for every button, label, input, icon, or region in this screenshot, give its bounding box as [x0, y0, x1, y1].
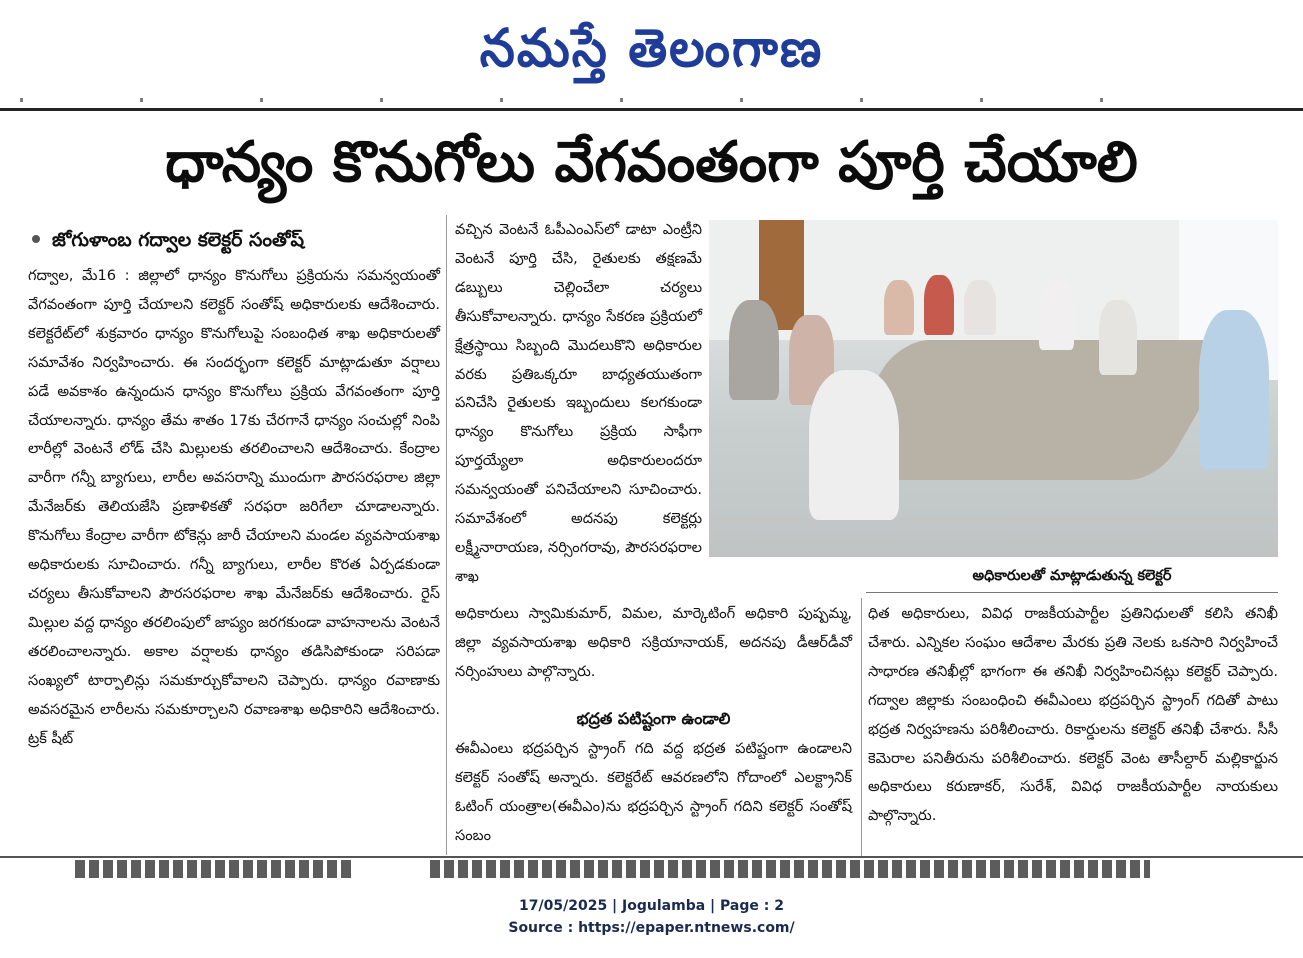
column-divider	[446, 215, 447, 855]
sub-heading: భద్రత పటిష్టంగా ఉండాలి	[576, 709, 731, 728]
page-footer	[0, 895, 1303, 939]
photo-person	[924, 275, 954, 335]
column-2-text: వచ్చిన వెంటనే ఓపీఎంఎస్‌లో డాటా ఎంట్రీని వెంటనే పూర్తి చేసి, రైతులకు తక్షణమే డబ్బులు చెల్లించేలా చర్యలు తీసుకోవాలన్నారు. ధాన్యం సేకరణ ప్రక్రియలో క్షేత్రస్థాయి సిబ్బంది మొదలుకొని అధికారుల వరకు ప్రతిఒక్కరూ బాధ్యతయుతంగా పనిచేసి రైతులకు ఇబ్బందులు కలగకుండా ధాన్యం కొనుగోలు ప్రక్రియ సాఫీగా పూర్తయ్యేలా అధికారులందరూ సమన్వయంతో పనిచేయాలని సూచించారు. సమావేశంలో అదనపు కలెక్టర్లు లక్ష్మీనారాయణ, నర్సింగరావు, పౌరసరఫరాల శాఖ	[455, 221, 702, 585]
article-byline	[28, 225, 438, 255]
article-column-2b	[455, 600, 852, 690]
bottom-rule	[0, 856, 1303, 858]
photo-person	[729, 300, 779, 400]
column-divider	[861, 598, 862, 856]
footer-date-line: 17/05/2025 | Jogulamba | Page : 2	[519, 898, 784, 914]
cutoff-next-headline	[430, 860, 1150, 878]
article-column-1	[28, 262, 440, 852]
top-rule	[0, 108, 1303, 111]
article-column-3	[868, 600, 1278, 860]
column-2b-text: అధికారులు స్వామికుమార్, విమల, మార్కెటింగ్ అధికారి పుష్పమ్మ, జిల్లా వ్యవసాయశాఖ అధికారి సక్రియానాయక్, అదనపు డీఆర్‌డీవో నర్సింహులు పాల్గొన్నారు.	[455, 605, 852, 680]
photo-person	[809, 370, 899, 520]
meeting-photo	[709, 220, 1278, 557]
byline-text: జోగుళాంబ గద్వాల కలెక్టర్ సంతోష్	[52, 229, 305, 251]
photo-person	[1039, 280, 1074, 350]
article-column-2c	[455, 735, 852, 855]
photo-person	[964, 280, 996, 335]
bullet-icon	[32, 235, 40, 243]
column-3-text: ధిత అధికారులు, వివిధ రాజకీయపార్టీల ప్రతినిధులతో కలిసి తనిఖీ చేశారు. ఎన్నికల సంఘం ఆదేశాల మేరకు ప్రతి నెలకు ఒకసారి నిర్వహించే సాధారణ తనిఖీల్లో భాగంగా ఈ తనిఖీ నిర్వహించినట్లు కలెక్టర్ చెప్పారు. గద్వాల జిల్లాకు సంబంధించి ఈవీఎంలు భద్రపర్చిన స్ట్రాంగ్ గదితో పాటు భద్రత నిర్వహణను పరిశీలించారు. రికార్డులను కలెక్టర్ తనిఖీ చేశారు. సీసీ కెమెరాల పనితీరును పరిశీలించారు. కలెక్టర్ వెంట తాసీల్దార్ మల్లికార్జున అధికారులు కరుణాకర్, సురేశ్, వివిధ రాజకీయపార్టీల నాయకులు పాల్గొన్నారు.	[868, 605, 1278, 825]
photo-person	[1099, 300, 1137, 375]
photo-caption: అధికారులతో మాట్లాడుతున్న కలెక్టర్	[972, 568, 1172, 584]
dateline-strip	[20, 98, 1180, 102]
photo-person	[884, 280, 914, 335]
article-headline: ధాన్యం కొనుగోలు వేగవంతంగా పూర్తి చేయాలి	[165, 130, 1138, 195]
footer-source-link[interactable]: Source : https://epaper.ntnews.com/	[508, 920, 795, 936]
photo-person	[1199, 310, 1269, 470]
column-1-text: గద్వాల, మే16 : జిల్లాలో ధాన్యం కొనుగోలు ప్రక్రియను సమన్వయంతో వేగవంతంగా పూర్తి చేయాలని కలెక్టర్ సంతోష్ అధికారులకు ఆదేశించారు. కలెక్టరేట్‌లో శుక్రవారం ధాన్యం కొనుగోలుపై సంబంధిత శాఖ అధికారులతో సమావేశం నిర్వహించారు. ఈ సందర్భంగా కలెక్టర్ మాట్లాడుతూ వర్షాలు పడే అవకాశం ఉన్నందున ధాన్యం కొనుగోలు ప్రక్రియ వేగవంతంగా పూర్తి చేయాలన్నారు. ధాన్యం తేమ శాతం 17కు చేరగానే ధాన్యం సంచుల్లో నింపి లారీల్లో వెంటనే లోడ్ చేసి మిల్లులకు తరలించాలని ఆదేశించారు. కేంద్రాల వారీగా గన్నీ బ్యాగులు, లారీల అవసరాన్ని ముందుగా పౌరసరఫరాల జిల్లా మేనేజర్‌కు తెలియజేసి ప్రణాళికతో సరఫరా జరిగేలా చూడాలన్నారు. కొనుగోలు కేంద్రాల వారీగా టోకెన్లు జారీ చేయాలని మండల వ్యవసాయశాఖ అధికారులకు సూచించారు. గన్నీ బ్యాగులు, లారీల కొరత ఏర్పడకుండా చర్యలు తీసుకోవాలని పౌరసరఫరాల శాఖ మేనేజర్‌కు ఆదేశించారు. రైస్ మిల్లుల వద్ద ధాన్యం తరలింపులో జాప్యం జరగకుండా వాహనాలను వెంటనే తరలించాలన్నారు. అకాల వర్షాలకు ధాన్యం తడిసిపోకుండా సరిపడా సంఖ్యలో టార్పాలిన్లు సమకూర్చుకోవాలని చెప్పారు. ధాన్యం రవాణాకు అవసరమైన లారీలను సమకూర్చాలని రవాణశాఖ అధికారిని ఆదేశించారు. ట్రక్ షీట్	[28, 267, 440, 747]
column-2c-text: ఈవీఎంలు భద్రపర్చిన స్ట్రాంగ్ గది వద్ద భద్రత పటిష్టంగా ఉండాలని కలెక్టర్ సంతోష్ అన్నారు. కలెక్టరేట్ ఆవరణలోని గోదాంలో ఎలక్ట్రానిక్ ఓటింగ్ యంత్రాల(ఈవీఎం)ను భద్రపర్చిన స్ట్రాంగ్ గదిని కలెక్టర్ సంతోష్ సంబం	[455, 740, 852, 844]
newspaper-logo: నమస్తే తెలంగాణ	[479, 16, 824, 79]
masthead	[0, 8, 1303, 88]
caption-rule	[866, 592, 1278, 593]
cutoff-next-headline	[75, 860, 355, 878]
article-column-2	[455, 216, 702, 585]
